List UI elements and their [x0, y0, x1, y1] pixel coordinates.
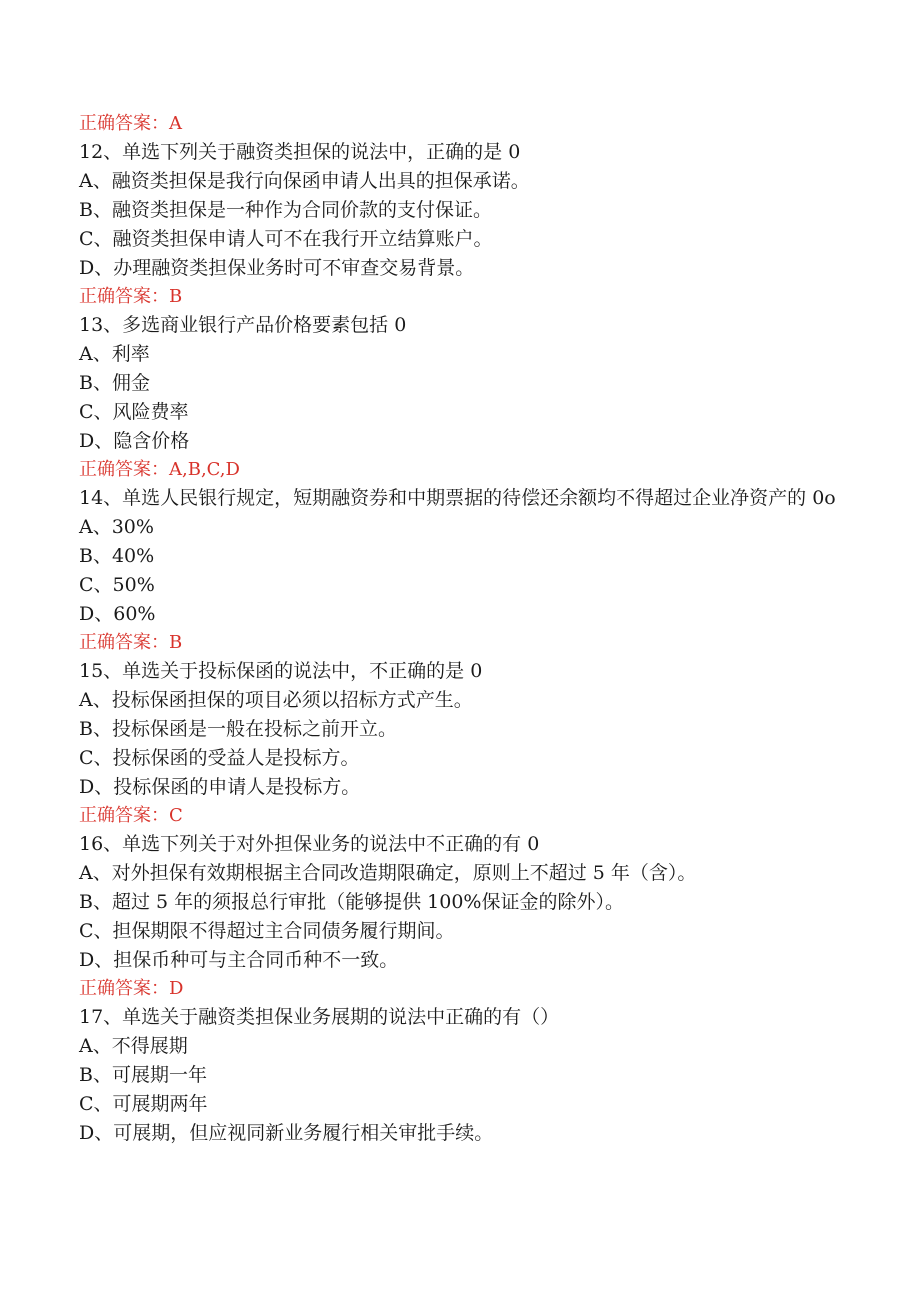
answer-line: 正确答案：A,B,C,D: [79, 459, 240, 480]
document-page: [79, 110, 839, 1148]
option-line: A、融资类担保是我行向保函申请人出具的担保承诺。: [79, 170, 530, 192]
answer-line: 正确答案：B: [79, 286, 183, 307]
option-line: A、对外担保有效期根据主合同改造期限确定，原则上不超过 5 年（含）。: [79, 862, 697, 884]
option-line: A、投标保函担保的项目必须以招标方式产生。: [79, 689, 473, 711]
option-line: A、利率: [79, 343, 150, 365]
answer-line: 正确答案：D: [79, 978, 184, 999]
option-line: D、办理融资类担保业务时可不审查交易背景。: [79, 257, 475, 279]
question-line: 14、单选人民银行规定，短期融资券和中期票据的待偿还余额均不得超过企业净资产的 0o: [79, 487, 836, 509]
option-line: A、30%: [79, 516, 154, 538]
option-line: D、60%: [79, 603, 156, 625]
option-line: C、担保期限不得超过主合同债务履行期间。: [79, 920, 455, 942]
option-line: B、可展期一年: [79, 1064, 207, 1086]
question-line: 12、单选下列关于融资类担保的说法中，正确的是 0: [79, 141, 521, 163]
option-line: D、隐含价格: [79, 430, 190, 452]
option-line: D、担保币种可与主合同币种不一致。: [79, 949, 399, 971]
answer-line: 正确答案：C: [79, 805, 183, 826]
option-line: C、50%: [79, 574, 155, 596]
question-line: 17、单选关于融资类担保业务展期的说法中正确的有（）: [79, 1006, 560, 1028]
answer-line: 正确答案：B: [79, 632, 183, 653]
option-line: B、超过 5 年的须报总行审批（能够提供 100%保证金的除外）。: [79, 891, 624, 913]
question-line: 13、多选商业银行产品价格要素包括 0: [79, 314, 407, 336]
option-line: B、融资类担保是一种作为合同价款的支付保证。: [79, 199, 492, 221]
option-line: B、投标保函是一般在投标之前开立。: [79, 718, 397, 740]
option-line: B、佣金: [79, 372, 150, 394]
question-line: 15、单选关于投标保函的说法中，不正确的是 0: [79, 660, 483, 682]
option-line: C、融资类担保申请人可不在我行开立结算账户。: [79, 228, 493, 250]
option-line: D、可展期，但应视同新业务履行相关审批手续。: [79, 1122, 494, 1144]
option-line: B、40%: [79, 545, 155, 567]
option-line: A、不得展期: [79, 1035, 188, 1057]
question-line: 16、单选下列关于对外担保业务的说法中不正确的有 0: [79, 833, 540, 855]
option-line: D、投标保函的申请人是投标方。: [79, 776, 361, 798]
option-line: C、风险费率: [79, 401, 189, 423]
answer-line: 正确答案：A: [79, 113, 182, 134]
option-line: C、可展期两年: [79, 1093, 208, 1115]
option-line: C、投标保函的受益人是投标方。: [79, 747, 360, 769]
